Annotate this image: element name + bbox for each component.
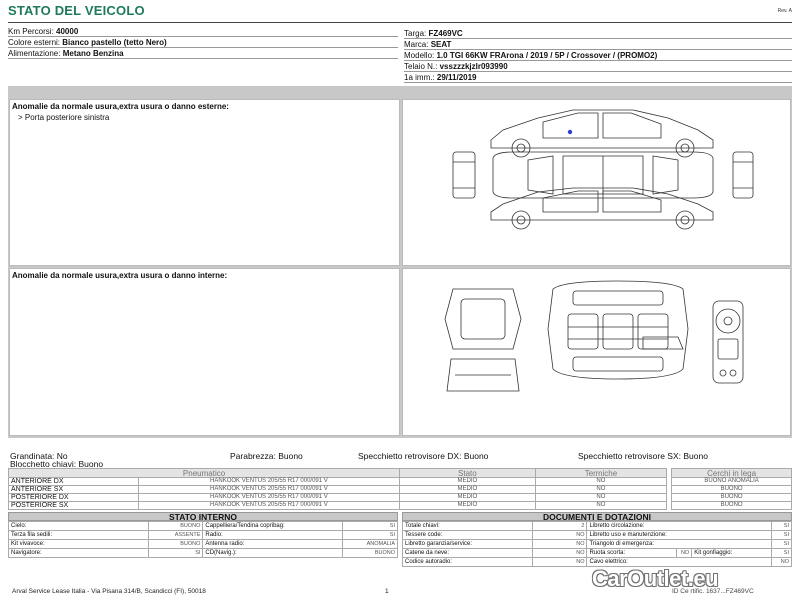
info-telaio: Telaio N.: vsszzzkjzlr093990: [404, 61, 792, 72]
header-pneumatico: Pneumatico: [9, 469, 400, 478]
table-row: Navigatore: SI CD(Navig.): BUONO: [9, 549, 398, 558]
table-row: POSTERIORE DX HANKOOK VENTUS 205/55 R17 000/091 V MEDIO NO BUONO: [9, 494, 792, 502]
stato-interno-table: [8, 521, 398, 558]
info-immatricolazione: 1a imm.: 29/11/2019: [404, 72, 792, 83]
info-colore: Colore esterni: Bianco pastello (tetto Nero): [8, 37, 398, 48]
external-damage-item: > Porta posteriore sinistra: [18, 113, 110, 122]
damage-section-header: [8, 86, 792, 98]
table-row: Codice autoradio: NO Cavo elettrico: NO: [403, 558, 792, 567]
info-targa: Targa: FZ469VC: [404, 28, 792, 39]
internal-damage-title: Anomalie da normale usura,extra usura o danno interne:: [12, 271, 228, 280]
page-number: 1: [385, 588, 389, 595]
page-title: STATO DEL VEICOLO: [8, 3, 145, 18]
watermark-logo: CarOutlet.eu: [592, 566, 719, 591]
tyres-header-row: [9, 469, 792, 478]
documenti-title: DOCUMENTI E DOTAZIONI: [402, 512, 792, 521]
external-diagram-panel: [402, 99, 791, 266]
car-exterior-diagram: [403, 100, 792, 267]
external-damage-title: Anomalie da normale usura,extra usura o danno esterne:: [12, 102, 229, 111]
status-grandinata: Grandinata: No: [10, 451, 68, 461]
footer-company: Arval Service Lease Italia - Via Pisana 314/B, Scandicci (FI), 50018: [12, 588, 206, 595]
status-specchietto-sx: Specchietto retrovisore SX: Buono: [578, 451, 708, 461]
table-row: ANTERIORE SX HANKOOK VENTUS 205/55 R17 000/091 V MEDIO NO BUONO: [9, 486, 792, 494]
status-parabrezza: Parabrezza: Buono: [230, 451, 303, 461]
revision-label: Rev. A: [777, 8, 792, 14]
table-row: Catene da neve: NO Ruota scorta: NO Kit gonfiaggio: SI: [403, 549, 792, 558]
title-divider: [8, 22, 792, 23]
table-row: Terza fila sedili: ASSENTE Radio: SI: [9, 531, 398, 540]
tyres-table: [8, 468, 792, 510]
external-damage-panel: [9, 99, 400, 266]
info-modello: Modello: 1.0 TGI 66KW FRArona / 2019 / 5P / Crossover / (PROMO2): [404, 50, 792, 61]
info-marca: Marca: SEAT: [404, 39, 792, 50]
status-specchietto-dx: Specchietto retrovisore DX: Buono: [358, 451, 489, 461]
table-row: Libretto garanzia/service: NO Triangolo di emergenza: SI: [403, 540, 792, 549]
internal-damage-panel: [9, 268, 400, 436]
status-blocchetto: Blocchetto chiavi: Buono: [10, 459, 104, 469]
table-row: POSTERIORE SX HANKOOK VENTUS 205/55 R17 000/091 V MEDIO NO BUONO: [9, 502, 792, 510]
table-row: Cielo: BUONO Cappelliera/Tendina copribag: SI: [9, 522, 398, 531]
damage-marker-icon: [568, 130, 572, 134]
document-id: ID Ce rtific. 1637...FZ469VC: [672, 588, 754, 595]
table-row: ANTERIORE DX HANKOOK VENTUS 205/55 R17 000/091 V MEDIO NO BUONO ANOMALIA: [9, 478, 792, 486]
table-row: Tessere code: NO Libretto uso e manutenzione: SI: [403, 531, 792, 540]
car-interior-diagram: [403, 269, 792, 437]
documenti-table: [402, 521, 792, 567]
info-km: Km Percorsi: 40000: [8, 26, 398, 37]
info-alimentazione: Alimentazione: Metano Benzina: [8, 48, 398, 59]
stato-interno-title: STATO INTERNO: [8, 512, 398, 521]
table-row: Totale chiavi: 2 Libretto circolazione: SI: [403, 522, 792, 531]
internal-diagram-panel: [402, 268, 791, 436]
header-stato: Stato: [400, 469, 536, 478]
table-row: Kit vivavoce: BUONO Antenna radio: ANOMALIA: [9, 540, 398, 549]
header-cerchi: Cerchi in lega: [672, 469, 792, 478]
header-termiche: Termiche: [535, 469, 667, 478]
